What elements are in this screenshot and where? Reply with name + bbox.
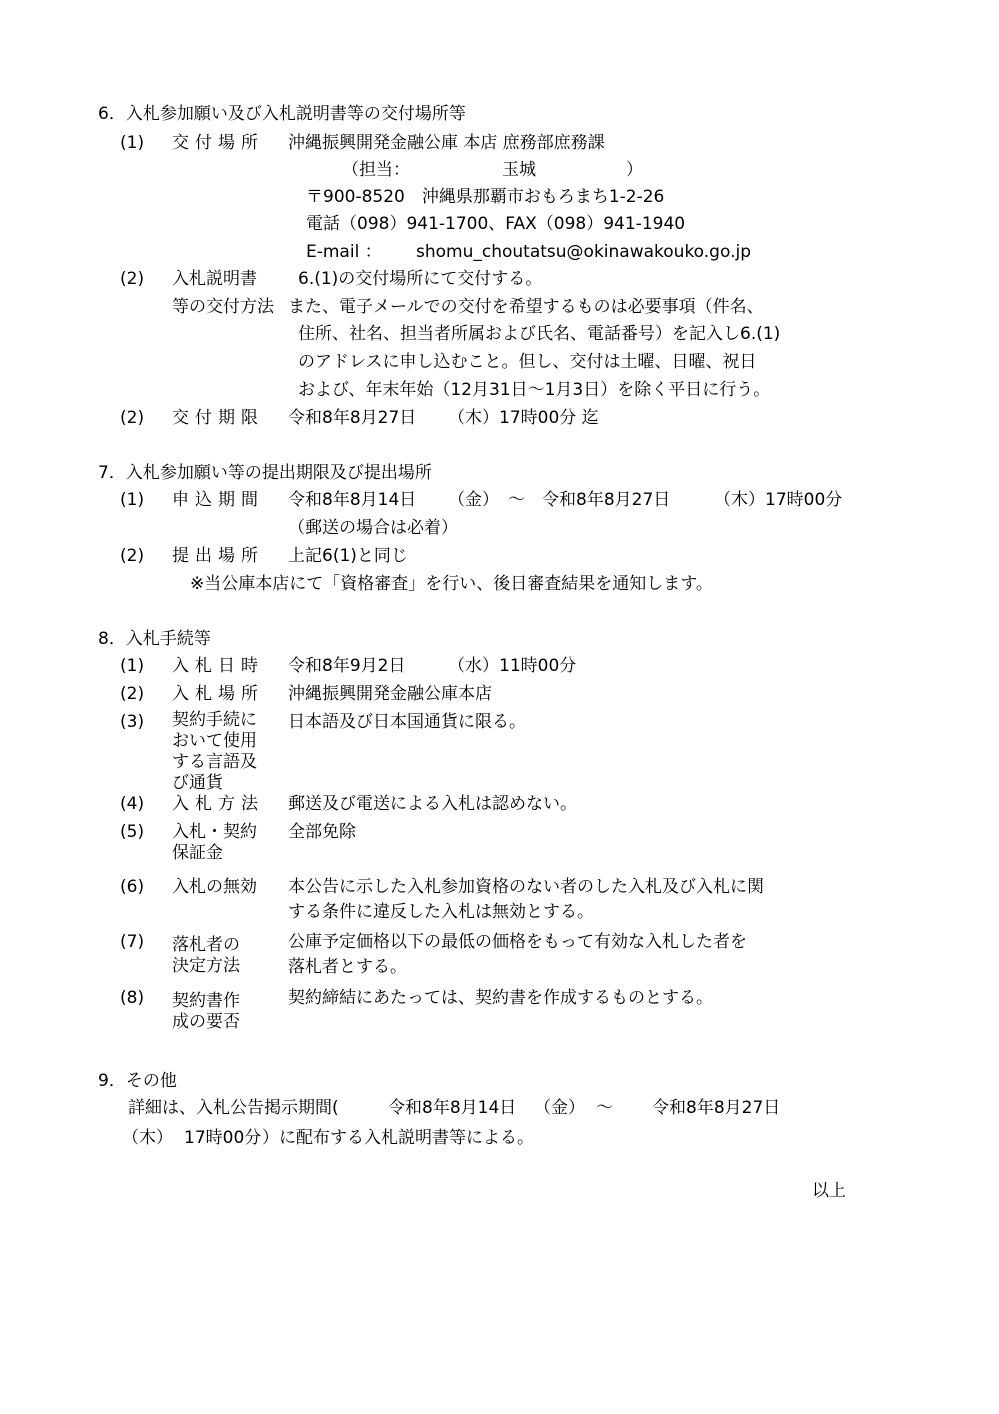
- delivery-method-text: 住所、社名、担当者所属および氏名、電話番号）を記入し6.(1): [298, 324, 781, 344]
- bid-place-text: 沖縄振興開発金融公庫本店: [288, 684, 492, 704]
- deadline-time: （木）17時00分 迄: [448, 408, 599, 428]
- period-start-date: 令和8年8月14日: [288, 490, 417, 510]
- submission-place-text: 上記6(1)と同じ: [288, 546, 408, 566]
- bid-date: 令和8年9月2日: [288, 656, 406, 676]
- item-number: (2): [120, 684, 145, 704]
- label-line: 保証金: [172, 843, 223, 863]
- label-line: する言語及: [172, 752, 257, 772]
- item-label-invalid-bid: 入札の無効: [172, 877, 257, 897]
- delivery-method-text: および、年末年始（12月31日～1月3日）を除く平日に行う。: [298, 380, 771, 400]
- qualification-note: ※当公庫本店にて「資格審査」を行い、後日審査結果を通知します。: [190, 574, 713, 594]
- item-label-bid-datetime: 入札日時: [172, 656, 264, 676]
- item-number: (2): [120, 408, 145, 428]
- contact-name: 玉城: [502, 160, 536, 180]
- label-line: 契約手続に: [172, 710, 257, 730]
- delivery-place-office: 沖縄振興開発金融公庫 本店 庶務部庶務課: [288, 133, 605, 153]
- other-end-date: 令和8年8月27日: [652, 1098, 781, 1118]
- item-number: (2): [120, 546, 145, 566]
- item-number: (4): [120, 794, 145, 814]
- delivery-method-text: また、電子メールでの交付を希望するものは必要事項（件名、: [288, 297, 764, 317]
- contract-doc-text: 契約締結にあたっては、契約書を作成するものとする。: [288, 988, 713, 1008]
- item-label-line: 等の交付方法: [172, 297, 274, 317]
- item-label-bid-place: 入札場所: [172, 684, 264, 704]
- deposit-text: 全部免除: [288, 822, 356, 842]
- language-currency-text: 日本語及び日本国通貨に限る。: [288, 712, 526, 732]
- delivery-method-text: 6.(1)の交付場所にて交付する。: [298, 269, 543, 289]
- period-end-date: 令和8年8月27日: [542, 490, 671, 510]
- phone-fax: 電話（098）941-1700、FAX（098）941-1940: [306, 214, 686, 234]
- item-number: (1): [120, 490, 145, 510]
- label-line: 決定方法: [172, 956, 240, 976]
- label-line: 成の要否: [172, 1012, 240, 1032]
- item-label-delivery-deadline: 交付期限: [172, 408, 264, 428]
- item-label-bid-method: 入札方法: [172, 794, 264, 814]
- section-6-heading: 6．入札参加願い及び入札説明書等の交付場所等: [98, 104, 466, 124]
- email-address[interactable]: shomu_choutatsu@okinawakouko.go.jp: [416, 242, 751, 262]
- item-number: (1): [120, 133, 145, 153]
- other-start-date: 令和8年8月14日: [388, 1098, 517, 1118]
- item-label-submission-place: 提出場所: [172, 546, 264, 566]
- label-line: 契約書作: [172, 991, 240, 1011]
- bid-method-text: 郵送及び電送による入札は認めない。: [288, 794, 577, 814]
- period-start-weekday: （金）: [448, 490, 499, 510]
- other-tilde: ～: [596, 1098, 613, 1118]
- other-start-weekday: （金）: [534, 1098, 585, 1118]
- other-end-weekday: （木）: [122, 1128, 173, 1148]
- closing-mark: 以上: [812, 1181, 846, 1201]
- item-number: (6): [120, 877, 145, 897]
- email-label: E-mail ：: [306, 242, 382, 262]
- item-label-delivery-place: 交付場所: [172, 133, 264, 153]
- item-number: (7): [120, 932, 145, 952]
- item-label-deposit: [172, 822, 257, 864]
- label-line: 落札者の: [172, 935, 240, 955]
- item-number: (5): [120, 822, 145, 842]
- label-line: び通貨: [172, 773, 223, 793]
- section-7-heading: 7．入札参加願い等の提出期限及び提出場所: [98, 463, 432, 483]
- mail-note: （郵送の場合は必着）: [288, 518, 458, 538]
- invalid-bid-text: する条件に違反した入札は無効とする。: [288, 902, 594, 922]
- winner-method-text: 公庫予定価格以下の最低の価格をもって有効な入札した者を: [288, 932, 747, 952]
- item-label-language-currency: [172, 710, 257, 794]
- winner-method-text: 落札者とする。: [288, 957, 407, 977]
- other-line1-prefix: 詳細は、入札公告掲示期間(: [128, 1098, 339, 1118]
- contact-prefix: （担当：: [342, 160, 410, 180]
- item-number: (2): [120, 269, 145, 289]
- section-8-heading: 8．入札手続等: [98, 629, 211, 649]
- other-line2-suffix: ）に配布する入札説明書等による。: [262, 1128, 534, 1148]
- period-end-time: （木）17時00分: [714, 490, 843, 510]
- item-number: (8): [120, 988, 145, 1008]
- other-end-time: 17時00分: [184, 1128, 262, 1148]
- postal-address: 〒900-8520 沖縄県那覇市おもろまち1-2-26: [306, 187, 665, 207]
- item-number: (3): [120, 712, 145, 732]
- section-9-heading: 9．その他: [98, 1071, 177, 1091]
- item-label-application-period: 申込期間: [172, 490, 264, 510]
- bid-time: （水）11時00分: [448, 656, 577, 676]
- label-line: おいて使用: [172, 731, 257, 751]
- contact-suffix: ）: [626, 160, 643, 180]
- invalid-bid-text: 本公告に示した入札参加資格のない者のした入札及び入札に関: [288, 877, 764, 897]
- label-line: 入札・契約: [172, 822, 257, 842]
- item-number: (1): [120, 656, 145, 676]
- item-label-winner-method: [172, 935, 240, 977]
- delivery-method-text: のアドレスに申し込むこと。但し、交付は土曜、日曜、祝日: [298, 352, 757, 372]
- item-label-line: 入札説明書: [172, 269, 257, 289]
- item-label-contract-doc: [172, 991, 240, 1033]
- period-tilde: ～: [508, 490, 525, 510]
- deadline-date: 令和8年8月27日: [288, 408, 417, 428]
